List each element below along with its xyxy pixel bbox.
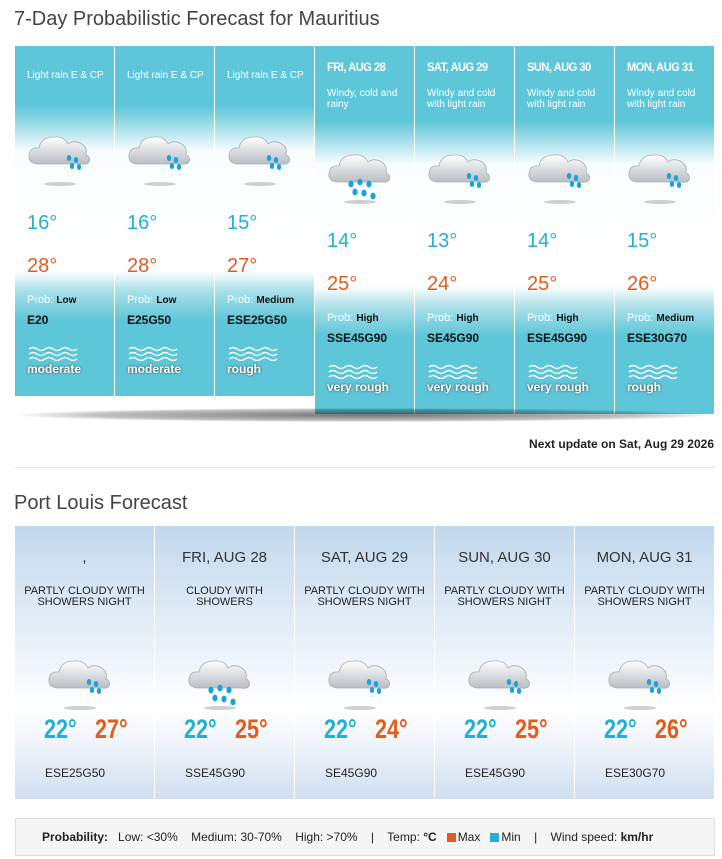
legend-high-label: High:	[295, 830, 324, 844]
wind-code: ESE45G90	[527, 331, 588, 345]
legend-wind-unit: km/hr	[620, 830, 654, 844]
day-label: MON, AUG 31	[596, 549, 693, 566]
max-temperature: 27°	[227, 255, 258, 277]
min-temperature: 13°	[427, 230, 458, 252]
wind-code: E20	[27, 313, 49, 327]
probability-value: Medium	[256, 295, 295, 306]
forecast-day-card	[15, 46, 114, 396]
wind-code: ESE30G70	[627, 331, 688, 345]
wind-code: SSE45G90	[185, 766, 246, 780]
cloud-light-rain-icon	[45, 652, 115, 712]
cloud-light-rain-icon	[525, 146, 595, 206]
max-temperature: 24°	[375, 714, 408, 744]
legend-medium-label: Medium:	[191, 830, 238, 844]
probability-text	[127, 294, 176, 306]
day-label: MON, AUG 31	[627, 60, 694, 74]
forecast-day-card	[315, 46, 414, 414]
probability-text	[427, 312, 479, 324]
wind-code: ESE25G50	[45, 766, 106, 780]
max-temperature: 25°	[515, 714, 548, 744]
cloud-light-rain-icon	[225, 128, 295, 188]
forecast-day-card	[115, 46, 214, 396]
next-update-text: Next update on Sat, Aug 29 2026	[529, 437, 714, 451]
max-temperature: 27°	[95, 714, 128, 744]
forecast-day-card	[415, 46, 514, 414]
probability-label: Prob:	[527, 312, 554, 324]
sea-state: moderate	[127, 362, 182, 376]
max-temperature: 24°	[427, 273, 458, 295]
probability-value: High	[456, 313, 479, 324]
cloud-light-rain-icon	[625, 146, 695, 206]
portlouis-forecast-strip	[15, 526, 715, 799]
portlouis-day-card	[15, 526, 154, 799]
legend-max-label: Max	[457, 830, 481, 844]
cloud-heavy-rain-icon	[325, 146, 395, 206]
legend-min-label: Min	[501, 830, 521, 844]
probability-label: Prob:	[327, 312, 354, 324]
cloud-light-rain-icon	[125, 128, 195, 188]
wind-code: SE45G90	[325, 766, 378, 780]
cloud-light-rain-icon	[425, 146, 495, 206]
legend-temp-label: Temp:	[387, 830, 420, 844]
max-temperature: 26°	[655, 714, 688, 744]
wind-code: E25G50	[127, 313, 172, 327]
probability-label: Prob:	[27, 294, 54, 306]
min-swatch-icon	[490, 833, 499, 842]
legend-separator: |	[370, 830, 375, 844]
wind-code: ESE25G50	[227, 313, 288, 327]
day-label: SAT, AUG 29	[320, 549, 409, 566]
day-label: SAT, AUG 29	[427, 60, 488, 74]
legend-separator-2: |	[534, 830, 538, 844]
probability-text	[327, 312, 379, 324]
portlouis-title: Port Louis Forecast	[14, 492, 188, 514]
max-swatch-icon	[447, 833, 456, 842]
sea-waves-icon	[627, 363, 685, 379]
day-label: FRI, AUG 28	[181, 549, 268, 566]
legend-medium-value: 30-70%	[240, 830, 282, 844]
max-temperature: 28°	[27, 255, 58, 277]
cloud-light-rain-icon	[465, 652, 535, 712]
weather-description: Windy and cold with light rain	[527, 88, 596, 110]
legend-probability-label: Probability:	[42, 830, 109, 844]
weather-description: PARTLY CLOUDY WITH SHOWERS NIGHT	[24, 585, 145, 608]
probability-label: Prob:	[427, 312, 454, 324]
legend-low-label: Low:	[118, 830, 144, 844]
weather-description: Light rain E & CP	[227, 70, 304, 81]
wind-code: SSE45G90	[327, 331, 388, 345]
wind-code: SE45G90	[427, 331, 480, 345]
wind-code: ESE30G70	[605, 766, 666, 780]
sea-waves-icon	[427, 363, 485, 379]
weather-description: PARTLY CLOUDY WITH SHOWERS NIGHT	[444, 585, 565, 608]
weather-description: PARTLY CLOUDY WITH SHOWERS NIGHT	[584, 585, 705, 608]
probability-value: High	[356, 313, 379, 324]
cloud-light-rain-icon	[605, 652, 675, 712]
max-temperature: 25°	[235, 714, 268, 744]
legend-low-value: <30%	[146, 830, 178, 844]
legend-wind-label: Wind speed:	[550, 830, 618, 844]
sea-waves-icon	[127, 345, 185, 361]
portlouis-day-card	[295, 526, 434, 799]
min-temperature: 15°	[627, 230, 658, 252]
weather-description: PARTLY CLOUDY WITH SHOWERS NIGHT	[304, 585, 425, 608]
probability-value: High	[556, 313, 579, 324]
forecast-day-card	[215, 46, 314, 396]
max-temperature: 25°	[327, 273, 358, 295]
max-temperature: 26°	[627, 273, 658, 295]
min-temperature: 22°	[184, 714, 217, 744]
forecast-day-card	[515, 46, 614, 414]
forecast-7day-title: 7-Day Probabilistic Forecast for Mauritius	[14, 8, 380, 30]
sea-waves-icon	[527, 363, 585, 379]
weather-description: Light rain E & CP	[27, 70, 104, 81]
cloud-light-rain-icon	[25, 128, 95, 188]
wind-code: ESE45G90	[465, 766, 526, 780]
min-temperature: 14°	[527, 230, 558, 252]
min-temperature: 15°	[227, 212, 258, 234]
portlouis-day-card	[575, 526, 714, 799]
weather-description: CLOUDY WITH SHOWERS	[186, 585, 263, 608]
sea-waves-icon	[227, 345, 285, 361]
sea-state: very rough	[427, 380, 490, 394]
cloud-light-rain-icon	[325, 652, 395, 712]
probability-label: Prob:	[227, 294, 254, 306]
probability-text	[27, 294, 76, 306]
sea-state: rough	[627, 380, 661, 394]
sea-state: rough	[227, 362, 261, 376]
probability-value: Low	[156, 295, 177, 306]
legend-bar	[15, 818, 715, 856]
min-temperature: 22°	[44, 714, 77, 744]
probability-text	[227, 294, 294, 306]
min-temperature: 16°	[127, 212, 158, 234]
min-temperature: 16°	[27, 212, 58, 234]
min-temperature: 14°	[327, 230, 358, 252]
weather-description: Light rain E & CP	[127, 70, 204, 81]
forecast-7day-strip	[15, 46, 715, 414]
probability-text	[527, 312, 579, 324]
sea-state: very rough	[327, 380, 390, 394]
min-temperature: 22°	[464, 714, 497, 744]
weather-description: Windy and cold with light rain	[627, 88, 696, 110]
section-divider	[15, 467, 715, 468]
strip-shadow	[20, 408, 710, 422]
forecast-day-card	[615, 46, 714, 414]
sea-waves-icon	[27, 345, 85, 361]
min-temperature: 22°	[604, 714, 637, 744]
cloud-heavy-rain-icon	[185, 652, 255, 712]
weather-description: Windy and cold with light rain	[427, 88, 496, 110]
max-temperature: 28°	[127, 255, 158, 277]
legend-high-value: >70%	[326, 830, 358, 844]
weather-description: Windy, cold and rainy	[327, 88, 398, 110]
day-label: SUN, AUG 30	[458, 549, 551, 566]
probability-label: Prob:	[627, 312, 654, 324]
sea-state: very rough	[527, 380, 590, 394]
day-label: SUN, AUG 30	[527, 60, 591, 74]
portlouis-day-card	[435, 526, 574, 799]
min-temperature: 22°	[324, 714, 357, 744]
legend-temp-unit: °C	[423, 830, 437, 844]
probability-value: Medium	[656, 313, 695, 324]
day-label: ,	[82, 549, 87, 566]
probability-value: Low	[56, 295, 77, 306]
day-label: FRI, AUG 28	[327, 60, 386, 74]
sea-state: moderate	[27, 362, 82, 376]
portlouis-day-card	[155, 526, 294, 799]
max-temperature: 25°	[527, 273, 558, 295]
probability-label: Prob:	[127, 294, 154, 306]
sea-waves-icon	[327, 363, 385, 379]
probability-text	[627, 312, 694, 324]
